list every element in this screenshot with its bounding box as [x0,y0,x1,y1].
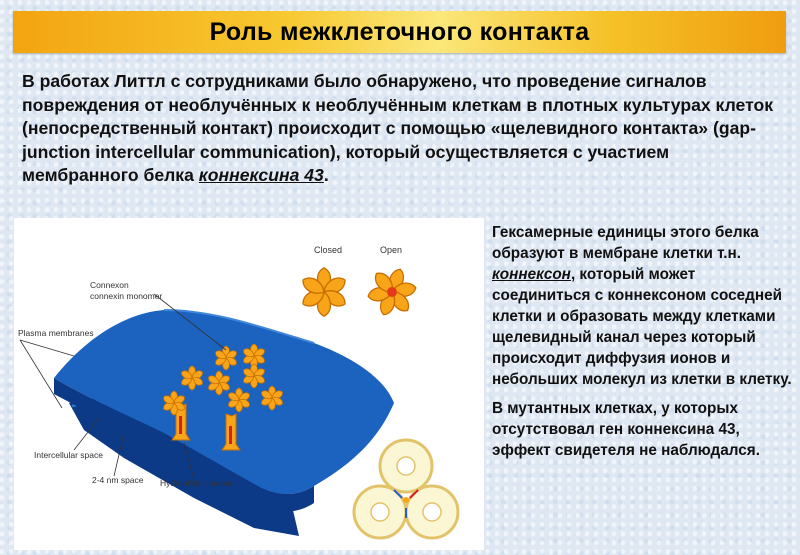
upper-membrane [54,310,394,494]
label-hydrophilic-channel: Hydrophilic channel [160,478,235,488]
label-closed: Closed [314,245,343,255]
label-connexin-monomer: connexin monomer [90,291,163,301]
label-connexon: Connexon [90,280,129,290]
right-p1-end: , который может соединиться с коннексоном соседней клетки и образовать между клетками щелевидный канал через который происходит диффузия ионов и небольших молекул из клетки в клетку. [492,266,792,388]
intro-end: . [323,165,329,185]
intro-text: В работах Литтл с сотрудниками было обнаружено, что проведение сигналов повреждения от необлучённых к необлучённым клеткам в плотных культурах клеток (непосредственный контакт) происходит с помощью «щелевидного контакта» (gap-junction intercellular communication), который осуществляется с участием мембранного белка [22,71,774,185]
gap-junction-diagram [14,218,484,550]
title-bar [13,11,786,53]
three-cells-illustration [354,440,458,538]
right-paragraph-1 [492,222,794,390]
closed-connexon-icon [300,268,348,316]
label-open: Open [380,245,403,255]
connexon-term: коннексон [492,266,571,283]
right-paragraph-2: В мутантных клетках, у которых отсутствовал ген коннексина 43, эффект свидетеля не наблюдался. [492,400,760,459]
gap-junction-figure [14,218,484,550]
label-plasma-membranes: Plasma membranes [18,328,94,338]
slide-title: Роль межклеточного контакта [209,17,590,46]
right-p1-text: Гексамерные единицы этого белка образуют в мембране клетки т.н. [492,224,759,262]
label-intercellular-space: Intercellular space [34,450,103,460]
connexin43-term: коннексина 43 [198,165,324,185]
label-nm-space: 2-4 nm space [92,475,144,485]
intro-paragraph [22,70,777,188]
right-text-block [492,222,794,469]
